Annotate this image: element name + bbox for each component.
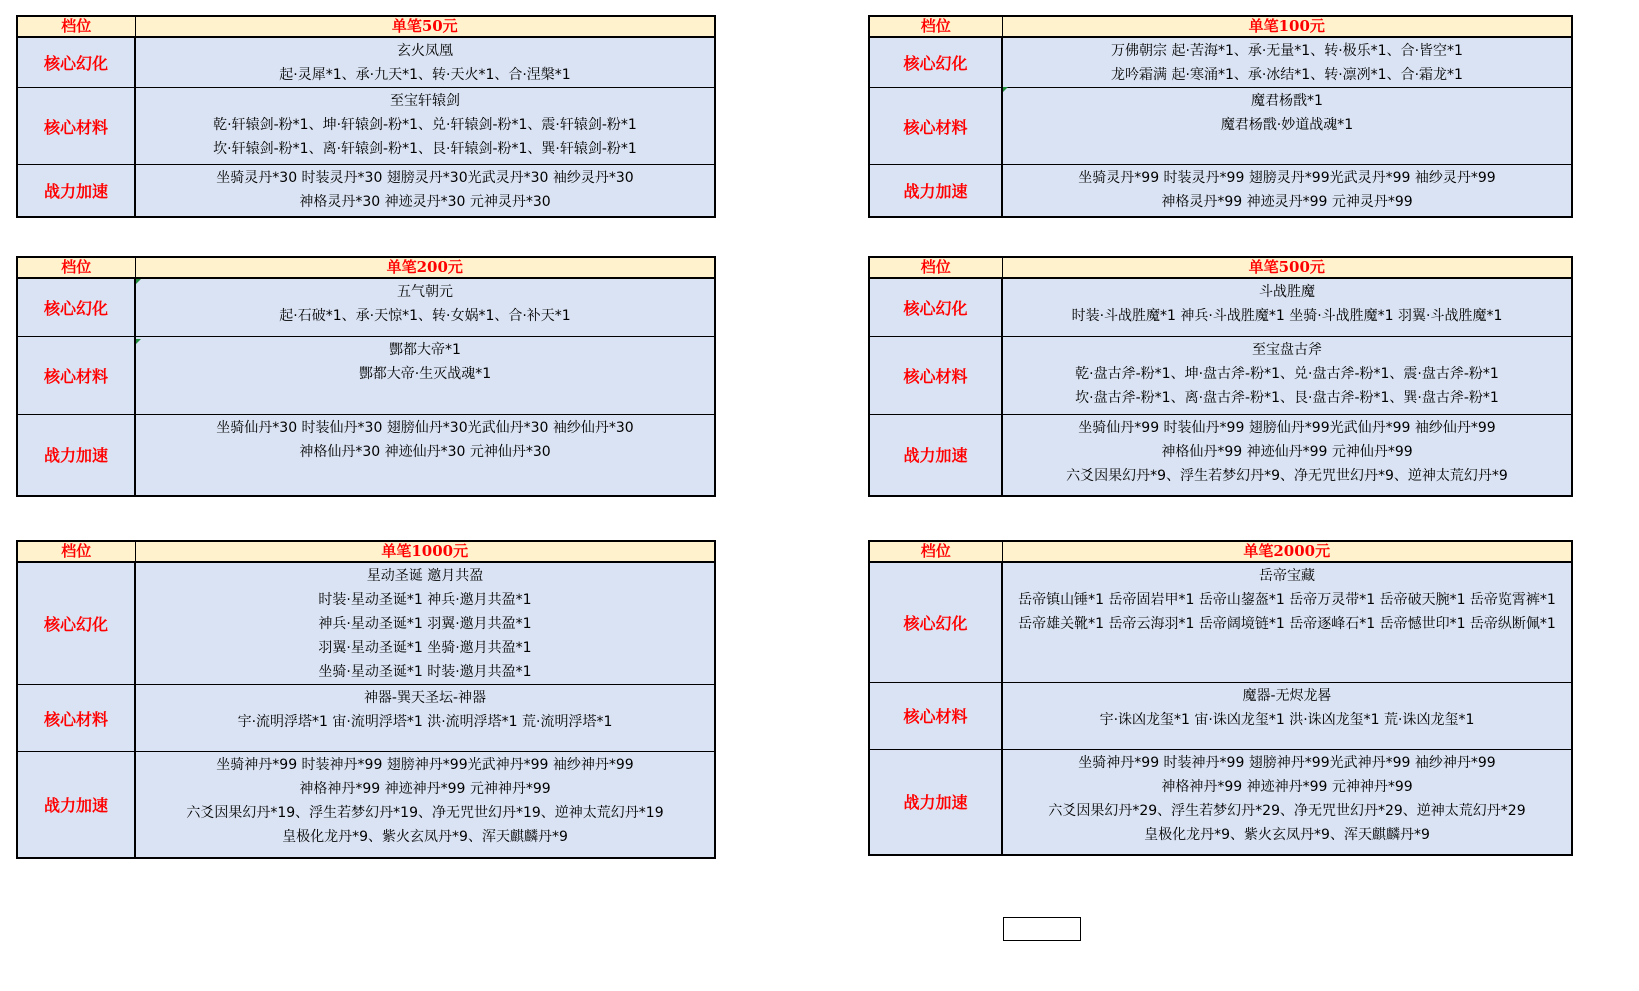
content-line: 宇·诛凶龙玺*1 宙·诛凶龙玺*1 洪·诛凶龙玺*1 荒·诛凶龙玺*1 — [1099, 711, 1475, 728]
row-label: 核心幻化 — [17, 562, 135, 685]
row-label: 战力加速 — [869, 749, 1002, 855]
content-line: 皇极化龙丹*9、紫火玄凤丹*9、浑天麒麟丹*9 — [282, 829, 568, 845]
content-line: 起·灵犀*1、承·九天*1、转·天火*1、合·涅槃*1 — [279, 67, 571, 83]
tier-table-200 — [16, 256, 716, 497]
content-line: 坐骑灵丹*30 时装灵丹*30 翅膀灵丹*30光武灵丹*30 袖纱灵丹*30 — [216, 170, 634, 186]
content-line: 五气朝元 — [397, 284, 453, 300]
row-content — [135, 336, 715, 414]
content-line: 坎·轩辕剑-粉*1、离·轩辕剑-粉*1、艮·轩辕剑-粉*1、巽·轩辕剑-粉*1 — [213, 141, 637, 157]
content-line: 乾·轩辕剑-粉*1、坤·轩辕剑-粉*1、兑·轩辕剑-粉*1、震·轩辕剑-粉*1 — [213, 117, 637, 133]
content-line: 坐骑神丹*99 时装神丹*99 翅膀神丹*99光武神丹*99 袖纱神丹*99 — [216, 757, 634, 773]
content-line: 斗战胜魔 — [1259, 284, 1315, 300]
row-label: 核心材料 — [869, 88, 1002, 165]
tier-header-label: 档位 — [17, 541, 135, 562]
tier-table-1000 — [16, 540, 716, 859]
tier-header-label: 档位 — [17, 16, 135, 37]
row-label: 核心幻化 — [17, 278, 135, 336]
content-line: 坐骑神丹*99 时装神丹*99 翅膀神丹*99光武神丹*99 袖纱神丹*99 — [1078, 754, 1496, 771]
row-content — [135, 752, 715, 858]
content-line: 星动圣诞 邀月共盈 — [366, 568, 484, 584]
tier-price: 单笔1000元 — [135, 541, 715, 562]
row-label: 战力加速 — [17, 414, 135, 496]
content-line: 玄火凤凰 — [397, 43, 453, 59]
cell-marker-icon — [1003, 87, 1008, 92]
row-label: 核心材料 — [17, 336, 135, 414]
row-label: 战力加速 — [869, 414, 1002, 496]
content-line: 乾·盘古斧-粉*1、坤·盘古斧-粉*1、兑·盘古斧-粉*1、震·盘古斧-粉*1 — [1075, 365, 1499, 382]
content-line: 羽翼·星动圣诞*1 坐骑·邀月共盈*1 — [318, 640, 532, 656]
row-content — [135, 414, 715, 496]
tier-price: 单笔200元 — [135, 257, 715, 278]
row-label: 核心材料 — [869, 682, 1002, 749]
content-line: 起·石破*1、承·天惊*1、转·女娲*1、合·补天*1 — [279, 308, 571, 324]
tier-header-label: 档位 — [17, 257, 135, 278]
content-line: 神格仙丹*30 神迹仙丹*30 元神仙丹*30 — [299, 443, 551, 460]
row-label: 战力加速 — [17, 165, 135, 217]
content-line: 皇极化龙丹*9、紫火玄凤丹*9、浑天麒麟丹*9 — [1144, 826, 1430, 843]
content-line: 岳帝雄关靴*1 岳帝云海羽*1 岳帝阔境链*1 岳帝逐峰石*1 岳帝憾世印*1 岳帝纵断佩*1 — [1018, 616, 1556, 632]
content-line: 神格灵丹*30 神迹灵丹*30 元神灵丹*30 — [299, 194, 551, 210]
content-line: 酆都大帝·生灭战魂*1 — [358, 365, 492, 382]
row-content — [1002, 682, 1572, 749]
content-line: 魔器-无烬龙晷 — [1242, 687, 1332, 704]
row-label: 核心材料 — [17, 685, 135, 752]
content-line: 时装·星动圣诞*1 神兵·邀月共盈*1 — [318, 592, 532, 608]
tier-price: 单笔2000元 — [1002, 541, 1572, 562]
row-label: 战力加速 — [869, 165, 1002, 217]
content-line: 魔君杨戬*1 — [1251, 93, 1323, 109]
tier-table-100 — [868, 15, 1573, 218]
cell-marker-icon — [136, 279, 141, 284]
tier-price: 单笔500元 — [1002, 257, 1572, 278]
row-content — [135, 278, 715, 336]
row-label: 核心材料 — [17, 88, 135, 165]
tier-header-label: 档位 — [869, 257, 1002, 278]
content-line: 至宝盘古斧 — [1252, 341, 1322, 358]
content-line: 六爻因果幻丹*9、浮生若梦幻丹*9、净无咒世幻丹*9、逆神太荒幻丹*9 — [1066, 467, 1508, 484]
row-content — [1002, 336, 1572, 414]
tier-header-label: 档位 — [869, 16, 1002, 37]
row-content — [135, 88, 715, 165]
content-line: 神格灵丹*99 神迹灵丹*99 元神灵丹*99 — [1161, 194, 1413, 210]
content-line: 宇·流明浮塔*1 宙·流明浮塔*1 洪·流明浮塔*1 荒·流明浮塔*1 — [237, 714, 613, 730]
row-content — [1002, 414, 1572, 496]
cell-marker-icon — [136, 339, 141, 344]
content-line: 坐骑仙丹*30 时装仙丹*30 翅膀仙丹*30光武仙丹*30 袖纱仙丹*30 — [216, 419, 634, 436]
content-line: 至宝轩辕剑 — [390, 93, 460, 109]
content-line: 魔君杨戬·妙道战魂*1 — [1220, 117, 1354, 133]
content-line: 坐骑仙丹*99 时装仙丹*99 翅膀仙丹*99光武仙丹*99 袖纱仙丹*99 — [1078, 419, 1496, 436]
content-line: 时装·斗战胜魔*1 神兵·斗战胜魔*1 坐骑·斗战胜魔*1 羽翼·斗战胜魔*1 — [1071, 308, 1503, 324]
content-line: 神格神丹*99 神迹神丹*99 元神神丹*99 — [1161, 778, 1413, 795]
content-line: 神器-巽天圣坛-神器 — [363, 690, 487, 706]
tier-price: 单笔100元 — [1002, 16, 1572, 37]
content-line: 坐骑灵丹*99 时装灵丹*99 翅膀灵丹*99光武灵丹*99 袖纱灵丹*99 — [1078, 170, 1496, 186]
content-line: 坎·盘古斧-粉*1、离·盘古斧-粉*1、艮·盘古斧-粉*1、巽·盘古斧-粉*1 — [1075, 389, 1499, 406]
row-label: 核心幻化 — [17, 37, 135, 88]
row-content — [1002, 165, 1572, 217]
content-line: 神兵·星动圣诞*1 羽翼·邀月共盈*1 — [318, 616, 532, 632]
content-line: 龙吟霜满 起·寒涌*1、承·冰结*1、转·凛冽*1、合·霜龙*1 — [1111, 67, 1463, 83]
row-content — [135, 37, 715, 88]
tier-table-50 — [16, 15, 716, 218]
row-label: 核心幻化 — [869, 37, 1002, 88]
tier-table-500 — [868, 256, 1573, 497]
empty-cell[interactable] — [1003, 917, 1081, 941]
row-content — [1002, 749, 1572, 855]
tier-header-label: 档位 — [869, 541, 1002, 562]
row-content — [1002, 562, 1572, 682]
row-label: 核心材料 — [869, 336, 1002, 414]
row-label: 核心幻化 — [869, 278, 1002, 336]
row-label: 核心幻化 — [869, 562, 1002, 682]
content-line: 酆都大帝*1 — [389, 341, 461, 358]
content-line: 神格仙丹*99 神迹仙丹*99 元神仙丹*99 — [1161, 443, 1413, 460]
content-line: 岳帝宝藏 — [1259, 568, 1315, 584]
tier-table-2000 — [868, 540, 1573, 856]
row-content — [135, 165, 715, 217]
content-line: 六爻因果幻丹*29、浮生若梦幻丹*29、净无咒世幻丹*29、逆神太荒幻丹*29 — [1048, 802, 1526, 819]
row-content — [135, 685, 715, 752]
content-line: 六爻因果幻丹*19、浮生若梦幻丹*19、净无咒世幻丹*19、逆神太荒幻丹*19 — [186, 805, 664, 821]
tier-price: 单笔50元 — [135, 16, 715, 37]
row-content — [135, 562, 715, 685]
row-label: 战力加速 — [17, 752, 135, 858]
content-line: 岳帝镇山锤*1 岳帝固岩甲*1 岳帝山鋆盔*1 岳帝万灵带*1 岳帝破天腕*1 岳帝览霄裤*1 — [1018, 592, 1556, 608]
row-content — [1002, 278, 1572, 336]
row-content — [1002, 37, 1572, 88]
content-line: 神格神丹*99 神迹神丹*99 元神神丹*99 — [299, 781, 551, 797]
content-line: 万佛朝宗 起·苦海*1、承·无量*1、转·极乐*1、合·皆空*1 — [1111, 43, 1463, 59]
row-content — [1002, 88, 1572, 165]
content-line: 坐骑·星动圣诞*1 时装·邀月共盈*1 — [318, 664, 532, 680]
